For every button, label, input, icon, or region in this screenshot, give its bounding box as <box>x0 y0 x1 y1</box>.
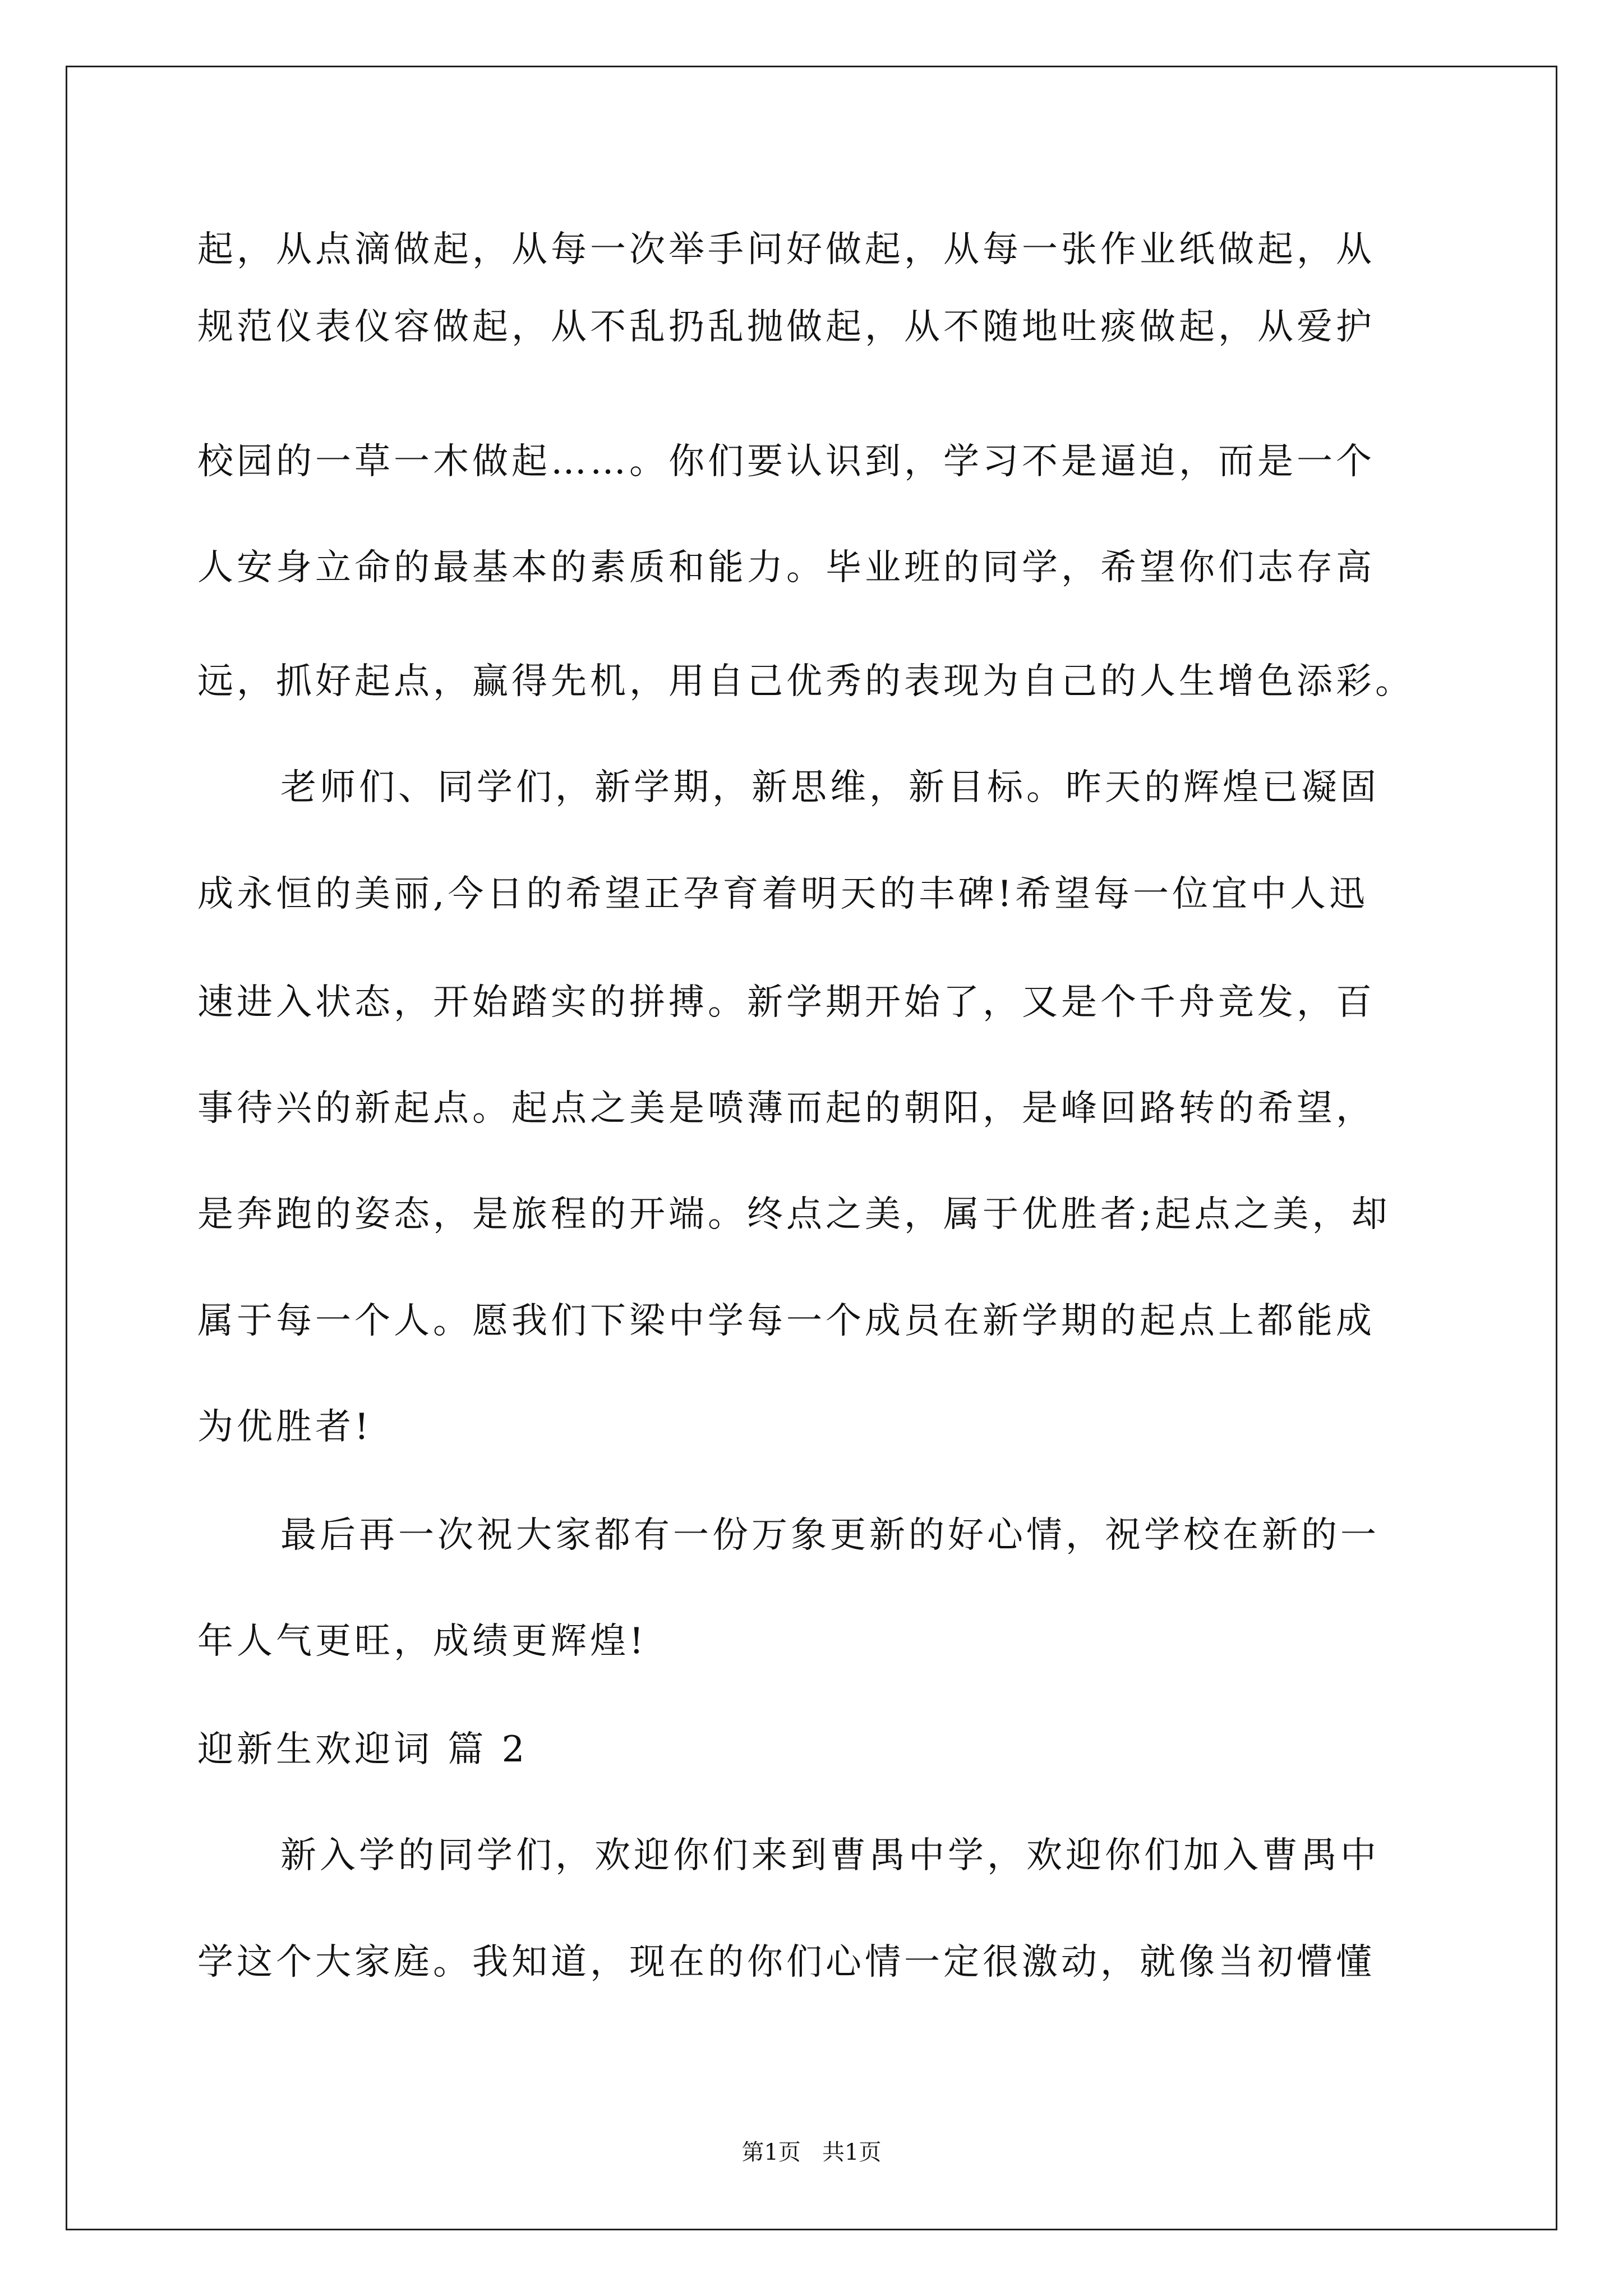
body-line-10: 是奔跑的姿态，是旅程的开端。终点之美，属于优胜者;起点之美，却 <box>197 1194 1391 1235</box>
page-footer: 第1页 共1页 <box>741 2139 882 2165</box>
paragraph-start-line-13: 最后再一次祝大家都有一份万象更新的好心情，祝学校在新的一 <box>280 1515 1380 1556</box>
paragraph-start-line-16: 新入学的同学们，欢迎你们来到曹禺中学，欢迎你们加入曹禺中 <box>280 1835 1380 1876</box>
paragraph-start-line-6: 老师们、同学们，新学期，新思维，新目标。昨天的辉煌已凝固 <box>280 767 1380 808</box>
body-line-17: 学这个大家庭。我知道，现在的你们心情一定很激动，就像当初懵懂 <box>197 1941 1375 1983</box>
body-line-3: 校园的一草一木做起……。你们要认识到，学习不是逼迫，而是一个 <box>197 441 1375 482</box>
body-line-7: 成永恒的美丽,今日的希望正孕育着明天的丰碑!希望每一位宜中人迅 <box>197 873 1369 915</box>
body-line-14: 年人气更旺，成绩更辉煌! <box>197 1621 647 1662</box>
body-line-9: 事待兴的新起点。起点之美是喷薄而起的朝阳，是峰回路转的希望， <box>197 1088 1375 1129</box>
body-line-8: 速进入状态，开始踏实的拼搏。新学期开始了，又是个千舟竞发，百 <box>197 982 1375 1023</box>
body-line-1: 起，从点滴做起，从每一次举手问好做起，从每一张作业纸做起，从 <box>197 229 1375 270</box>
body-line-2: 规范仪表仪容做起，从不乱扔乱抛做起，从不随地吐痰做起，从爱护 <box>197 306 1375 348</box>
body-line-11: 属于每一个人。愿我们下梁中学每一个成员在新学期的起点上都能成 <box>197 1300 1375 1342</box>
section-heading: 迎新生欢迎词 篇 2 <box>197 1729 528 1770</box>
body-line-4: 人安身立命的最基本的素质和能力。毕业班的同学，希望你们志存高 <box>197 547 1375 588</box>
body-line-5: 远，抓好起点，赢得先机，用自己优秀的表现为自己的人生增色添彩。 <box>197 661 1414 702</box>
body-line-12: 为优胜者! <box>197 1406 372 1448</box>
page-border <box>66 66 1557 2230</box>
